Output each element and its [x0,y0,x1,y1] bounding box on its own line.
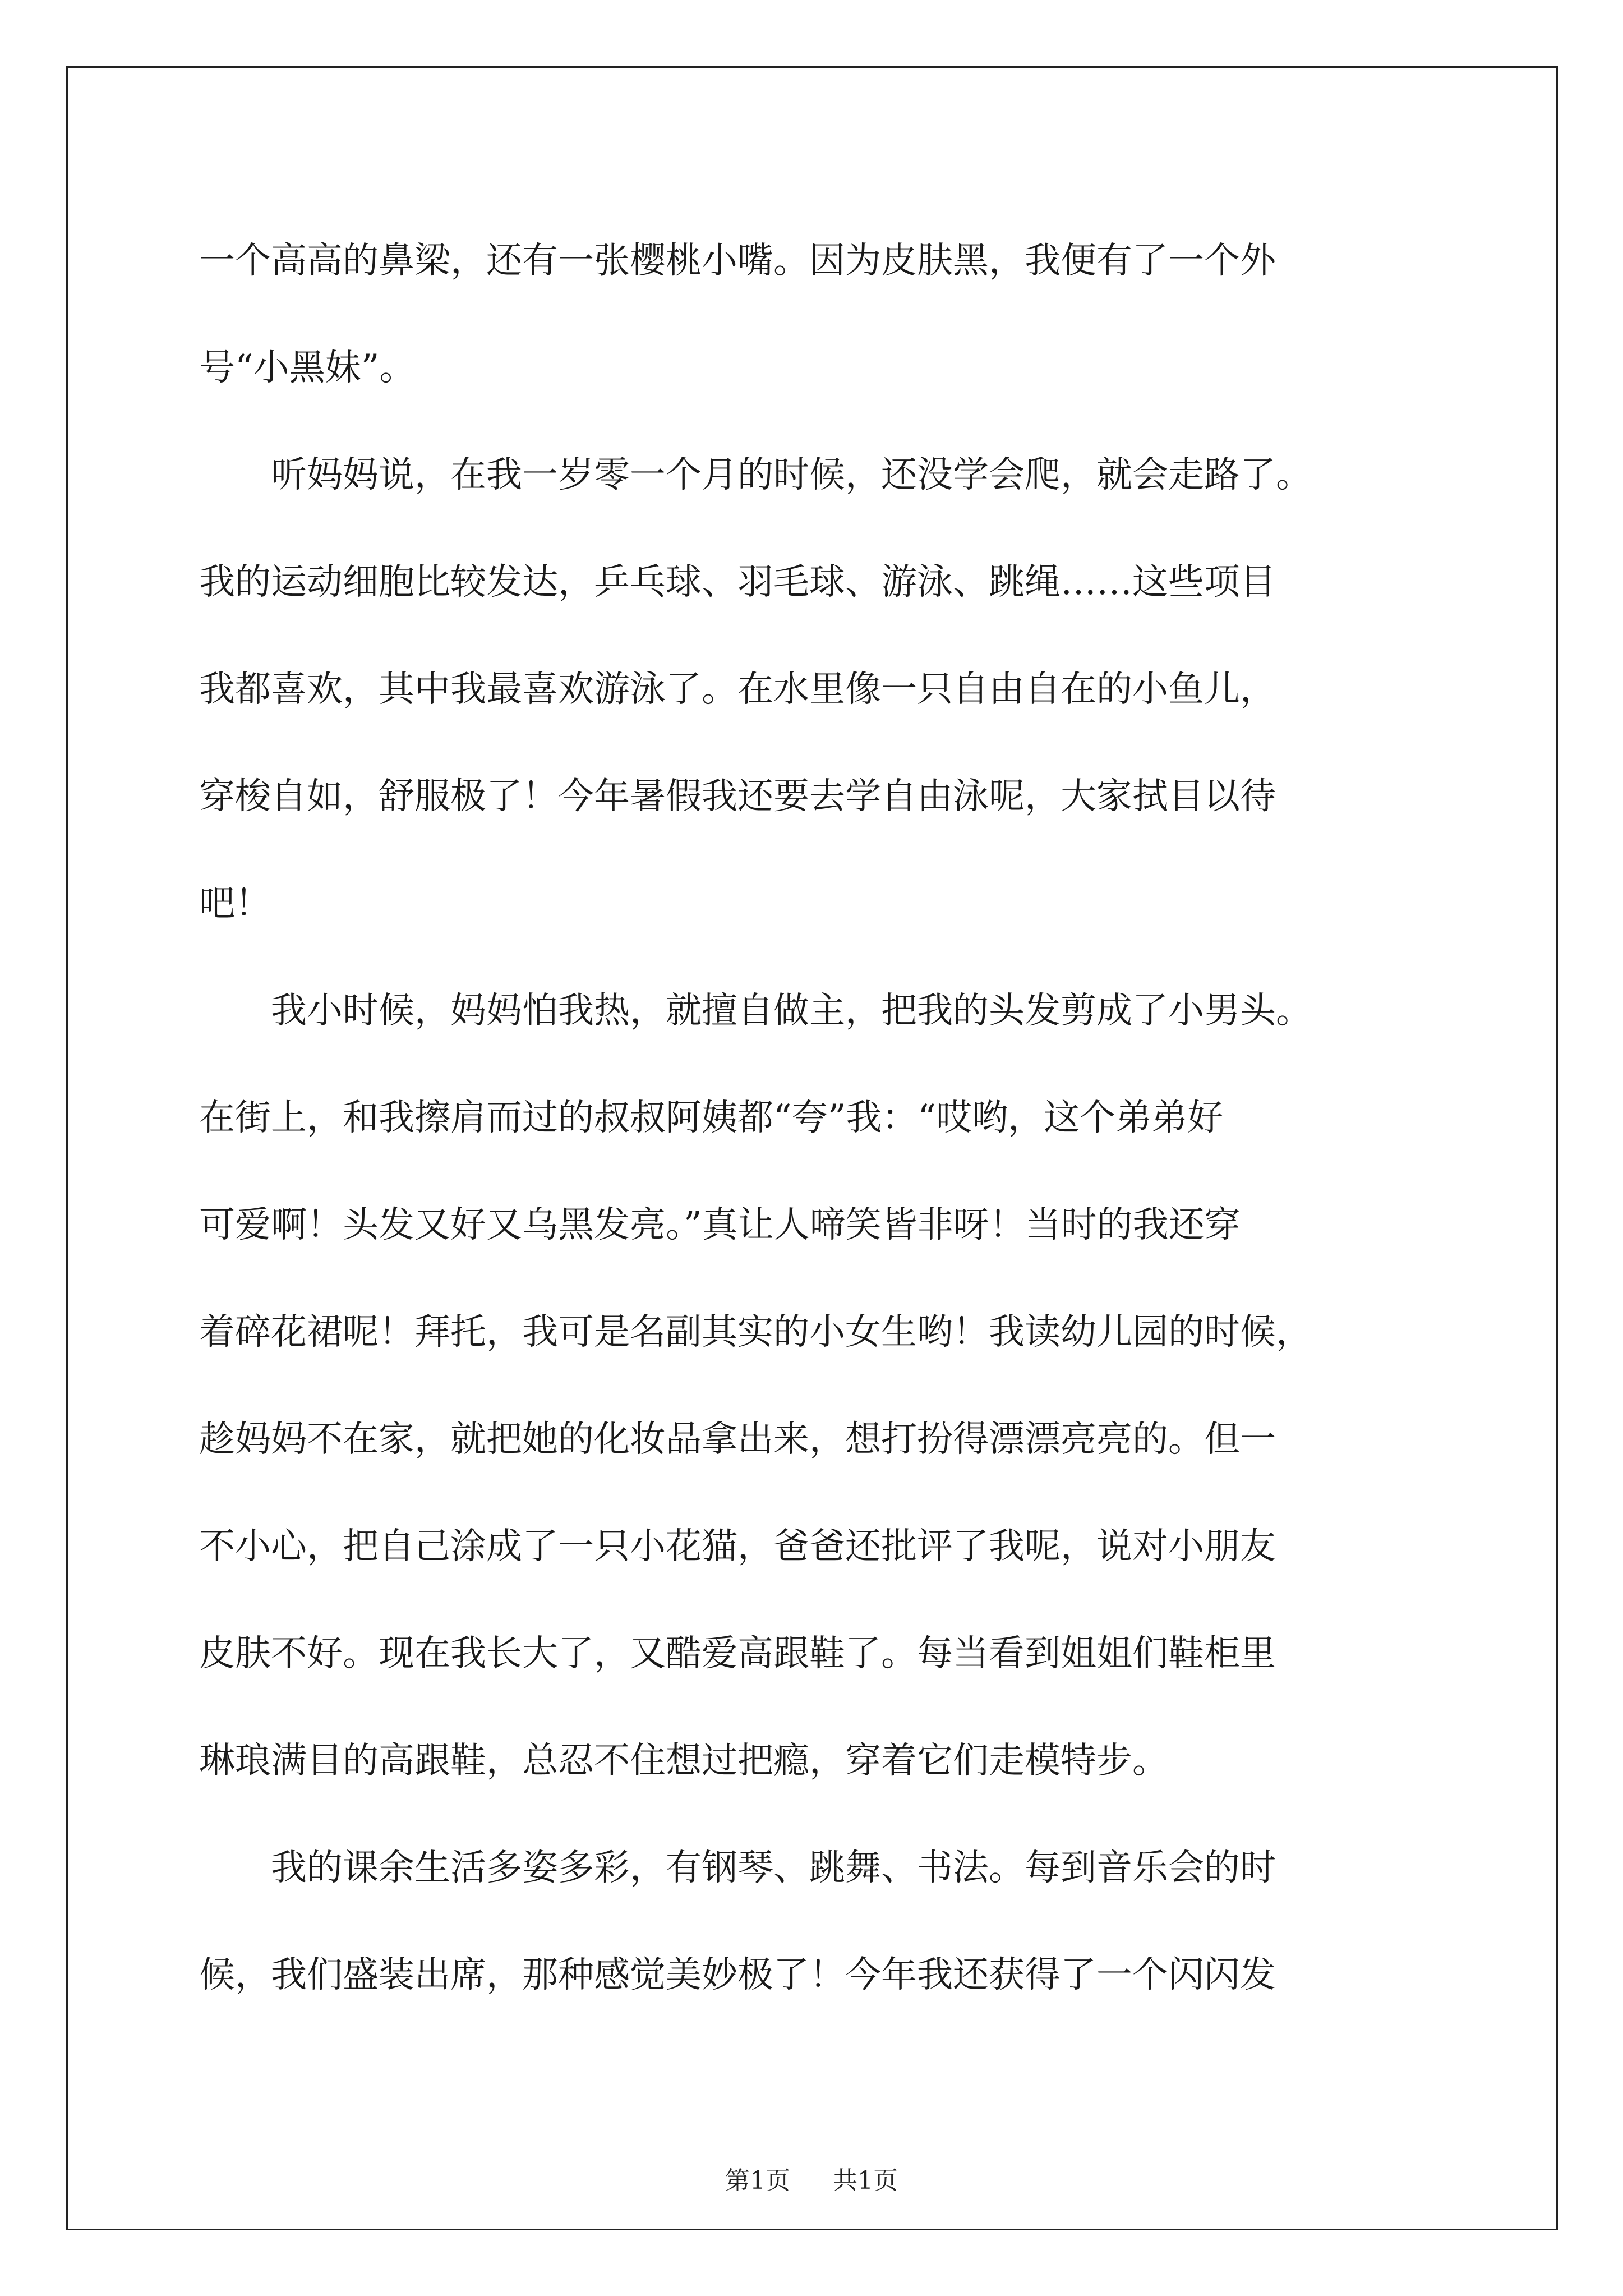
text-line: 候，我们盛装出席，那种感觉美妙极了！今年我还获得了一个闪闪发 [199,1954,1276,1996]
text-line: 我的运动细胞比较发达，乒乓球、羽毛球、游泳、跳绳……这些项目 [199,562,1276,603]
text-line: 着碎花裙呢！拜托，我可是名副其实的小女生哟！我读幼儿园的时候， [199,1312,1312,1353]
text-line: 不小心，把自己涂成了一只小花猫，爸爸还批评了我呢，说对小朋友 [199,1526,1276,1567]
text-line: 我都喜欢，其中我最喜欢游泳了。在水里像一只自由自在的小鱼儿， [199,669,1276,710]
text-line: 号“小黑妹”。 [199,347,416,389]
text-line: 趁妈妈不在家，就把她的化妆品拿出来，想打扮得漂漂亮亮的。但一 [199,1419,1276,1460]
text-line: 一个高高的鼻梁，还有一张樱桃小嘴。因为皮肤黑，我便有了一个外 [199,240,1276,282]
page-footer [0,2164,1623,2198]
page-number: 第1页 [725,2166,790,2195]
text-line: 在街上，和我擦肩而过的叔叔阿姨都“夸”我：“哎哟，这个弟弟好 [199,1097,1224,1139]
page-total: 共1页 [833,2166,898,2195]
text-line: 穿梭自如，舒服极了！今年暑假我还要去学自由泳呢，大家拭目以待 [199,776,1276,817]
text-line: 可爱啊！头发又好又乌黑发亮。”真让人啼笑皆非呀！当时的我还穿 [199,1204,1241,1246]
text-line: 我的课余生活多姿多彩，有钢琴、跳舞、书法。每到音乐会的时 [199,1847,1276,1889]
document-body [199,208,1427,2029]
text-line: 琳琅满目的高跟鞋，总忍不住想过把瘾，穿着它们走模特步。 [199,1740,1168,1782]
text-line: 吧！ [199,883,271,924]
text-line: 皮肤不好。现在我长大了，又酷爱高跟鞋了。每当看到姐姐们鞋柜里 [199,1633,1276,1674]
text-line: 我小时候，妈妈怕我热，就擅自做主，把我的头发剪成了小男头。 [199,990,1312,1032]
text-line: 听妈妈说，在我一岁零一个月的时候，还没学会爬，就会走路了。 [199,454,1312,496]
